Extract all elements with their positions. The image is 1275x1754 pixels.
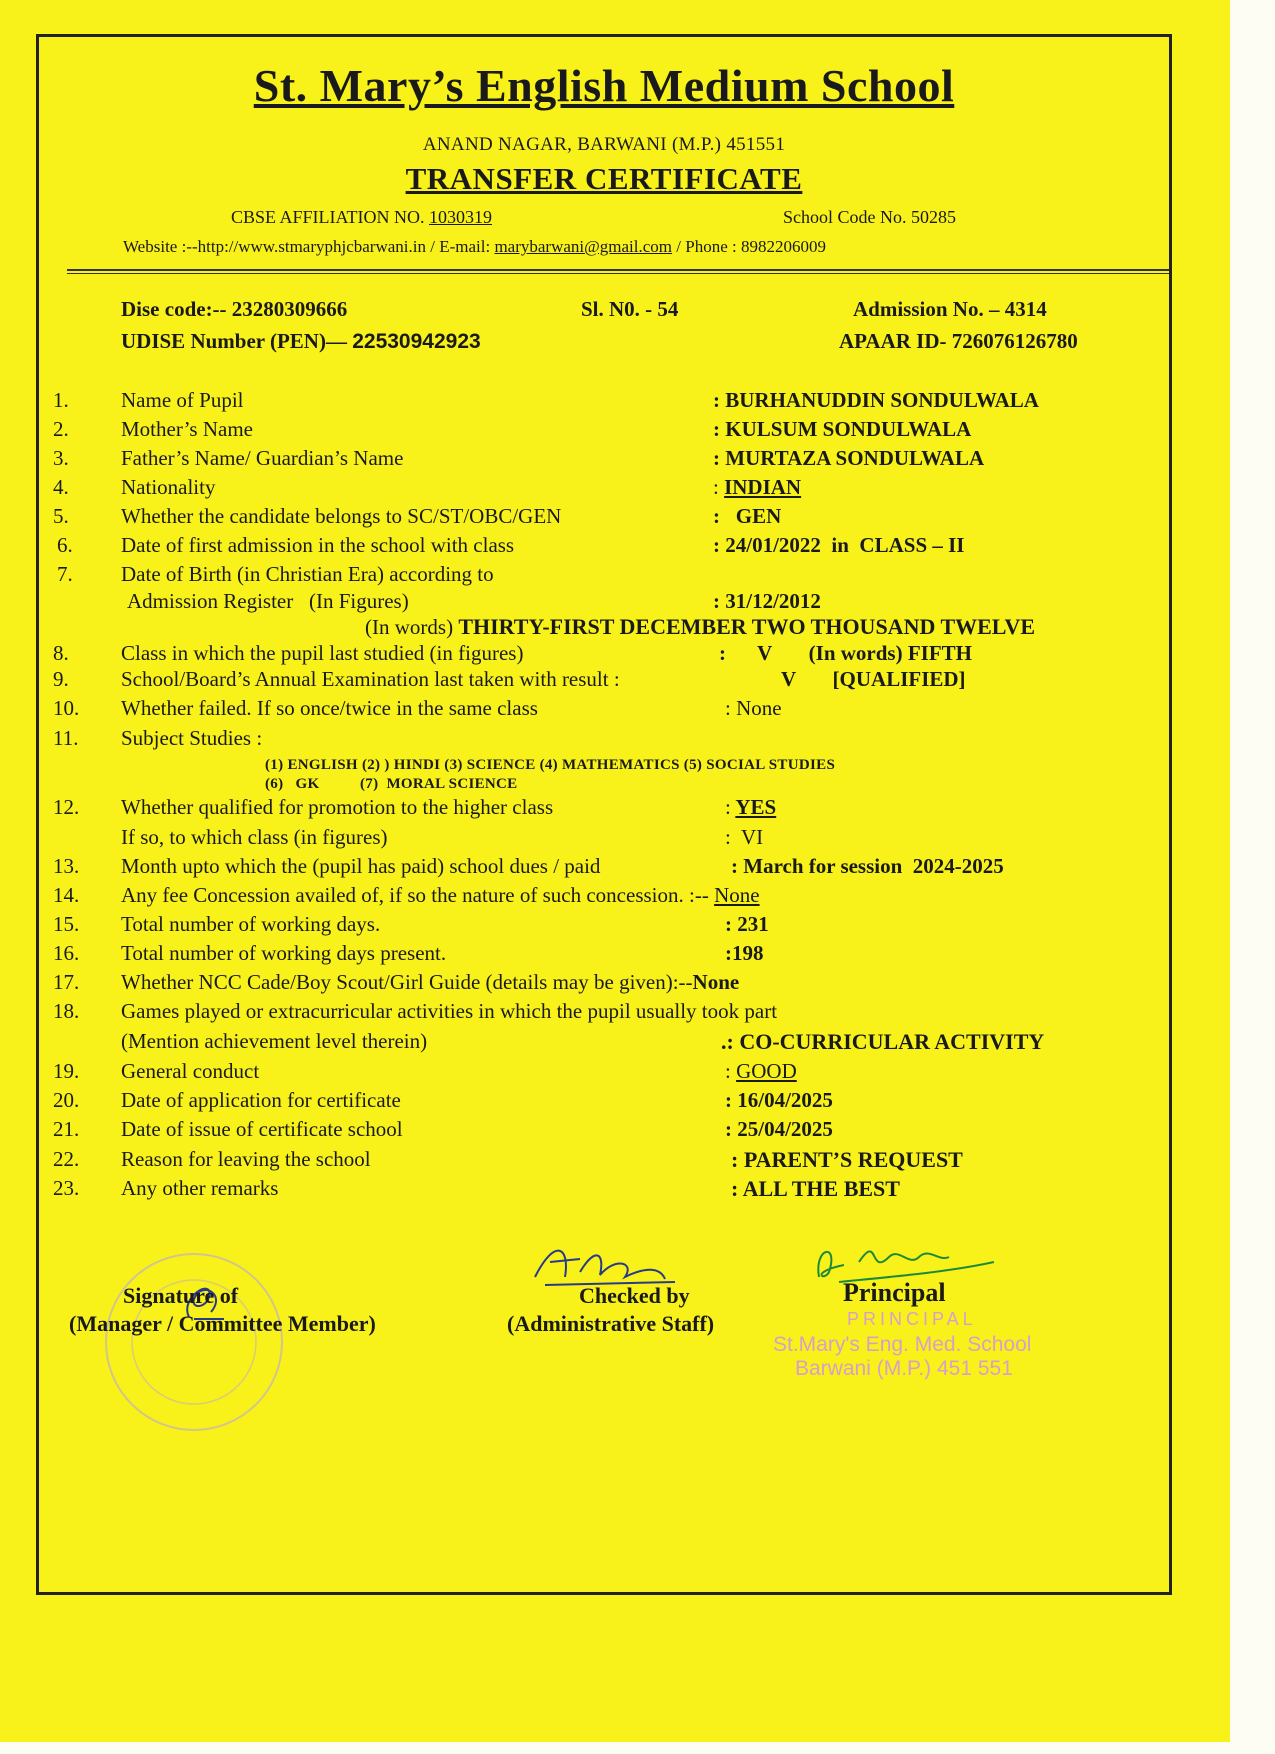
colon: : [725,795,731,819]
row-label: Mother’s Name [121,417,253,441]
father-name: : MURTAZA SONDULWALA [713,446,985,470]
row-label: Any other remarks [121,1176,279,1200]
row-label: General conduct [121,1059,260,1083]
row-label: Whether the candidate belongs to SC/ST/OBC/GEN [121,504,562,528]
row-label: Games played or extracurricular activities in which the pupil usually took part [121,999,778,1023]
promoted-class: : VI [725,825,764,849]
subjects-line1: (1) ENGLISH (2) ) HINDI (3) SCIENCE (4) MATHEMATICS (5) SOCIAL STUDIES [265,757,836,773]
row-number: 16. [53,941,80,965]
dob-words [365,614,1035,640]
row-label-text: Any fee Concession availed of, if so the nature of such concession. :-- [121,883,709,907]
row-label [121,970,739,995]
row-number: 12. [53,795,80,819]
row-number: 9. [53,667,69,691]
row-number: 20. [53,1088,80,1112]
nationality-value: INDIAN [724,475,802,499]
school-code: School Code No. 50285 [783,207,956,227]
phone: / Phone : 8982206009 [676,237,826,256]
pupil-name: : BURHANUDDIN SONDULWALA [713,388,1039,412]
row-number: 4. [53,475,69,499]
row-label: Total number of working days. [121,912,381,936]
row-number: 3. [53,446,69,470]
row-label: Father’s Name/ Guardian’s Name [121,446,404,470]
principal-stamp-title: PRINCIPAL [847,1309,977,1329]
school-name: St. Mary’s English Medium School [253,60,955,111]
school-address: ANAND NAGAR, BARWANI (M.P.) 451551 [422,134,786,155]
working-days: : 231 [725,912,769,936]
principal-stamp-address: Barwani (M.P.) 451 551 [795,1357,1013,1380]
row-number: 21. [53,1117,80,1141]
row-number: 1. [53,388,69,412]
contact-line [123,237,826,257]
row-label: Total number of working days present. [121,941,447,965]
admission-number: Admission No. – 4314 [853,297,1047,321]
header-rule [67,269,1169,271]
category: : GEN [713,504,782,528]
row-number: 14. [53,883,80,907]
header-rule-thin [67,273,1169,274]
activities: .: CO-CURRICULAR ACTIVITY [721,1029,1045,1054]
row-number: 7. [57,562,73,586]
conduct [725,1059,797,1084]
affiliation-label: CBSE AFFILIATION NO. [231,207,425,227]
row-number: 6. [57,533,73,557]
principal-stamp-school: St.Mary's Eng. Med. School [773,1333,1032,1356]
principal-label: Principal [843,1278,946,1307]
row-label-line2: If so, to which class (in figures) [121,825,388,849]
affiliation [231,207,492,228]
promotion-value: YES [735,795,777,819]
issue-date: : 25/04/2025 [725,1117,833,1141]
failed-status: : None [725,696,782,720]
conduct-value: GOOD [736,1059,797,1083]
days-present: :198 [725,941,764,965]
affiliation-number: 1030319 [429,207,493,227]
first-admission: : 24/01/2022 in CLASS – II [713,533,965,557]
checked-by-label: Checked by [579,1283,690,1308]
row-label: Date of issue of certificate school [121,1117,403,1141]
row-number: 2. [53,417,69,441]
row-number: 5. [53,504,69,528]
website: Website :--http://www.stmaryphjcbarwani.in / [123,237,435,256]
row-label: Date of application for certificate [121,1088,401,1112]
certificate-frame [36,34,1172,1595]
row-number: 13. [53,854,80,878]
last-class: : V (In words) FIFTH [719,641,972,665]
checked-by-designation: (Administrative Staff) [507,1311,715,1336]
row-number: 8. [53,641,69,665]
dob-words-value: THIRTY-FIRST DECEMBER TWO THOUSAND TWELVE [458,614,1036,639]
subjects-line2: (6) GK (7) MORAL SCIENCE [265,776,518,792]
colon: : [713,475,719,499]
row-label: Date of first admission in the school with class [121,533,515,557]
apaar-id: APAAR ID- 726076126780 [839,329,1078,353]
row-label [121,883,760,908]
promotion [725,795,776,820]
dob-figures: : 31/12/2012 [713,589,821,613]
dues-paid: : March for session 2024-2025 [731,854,1004,878]
leaving-reason: : PARENT’S REQUEST [731,1147,963,1172]
row-label-line2: Admission Register (In Figures) [127,589,409,613]
udise-label: UDISE Number (PEN)— [121,329,347,353]
serial-number: Sl. N0. - 54 [581,297,679,321]
application-date: : 16/04/2025 [725,1088,833,1112]
row-label: Whether qualified for promotion to the higher class [121,795,554,819]
row-number: 18. [53,999,80,1023]
dise-code: Dise code:-- 23280309666 [121,297,348,321]
row-label: Nationality [121,475,216,499]
row-label: Subject Studies : [121,726,263,750]
udise-number [121,329,481,354]
row-number: 10. [53,696,80,720]
exam-result: V [QUALIFIED] [781,667,966,691]
row-label: Month upto which the (pupil has paid) school dues / paid [121,854,601,878]
row-label: Class in which the pupil last studied (in figures) [121,641,524,665]
nationality [713,475,801,500]
remarks: : ALL THE BEST [731,1176,900,1201]
row-label-line2: (Mention achievement level therein) [121,1029,428,1053]
dob-words-label: (In words) [365,615,454,639]
row-label: Reason for leaving the school [121,1147,371,1171]
row-number: 22. [53,1147,80,1171]
document-title: TRANSFER CERTIFICATE [405,161,803,196]
row-label: Date of Birth (in Christian Era) according to [121,562,494,586]
row-label: School/Board’s Annual Examination last taken with result : [121,667,620,691]
ncc-status: None [692,970,740,994]
row-number: 23. [53,1176,80,1200]
row-label: Whether failed. If so once/twice in the same class [121,696,538,720]
row-label-text: Whether NCC Cade/Boy Scout/Girl Guide (details may be given):-- [121,970,693,994]
row-number: 17. [53,970,80,994]
row-number: 19. [53,1059,80,1083]
manager-designation: (Manager / Committee Member) [69,1311,376,1336]
row-label: Name of Pupil [121,388,244,412]
fee-concession: None [714,883,760,907]
manager-signature-label: Signature of [123,1283,239,1308]
udise-value: 22530942923 [352,330,481,353]
colon: : [725,1059,731,1083]
email: marybarwani@gmail.com [494,237,673,256]
mother-name: : KULSUM SONDULWALA [713,417,972,441]
row-number: 11. [53,726,79,750]
row-number: 15. [53,912,80,936]
email-label: E-mail: [439,237,491,256]
